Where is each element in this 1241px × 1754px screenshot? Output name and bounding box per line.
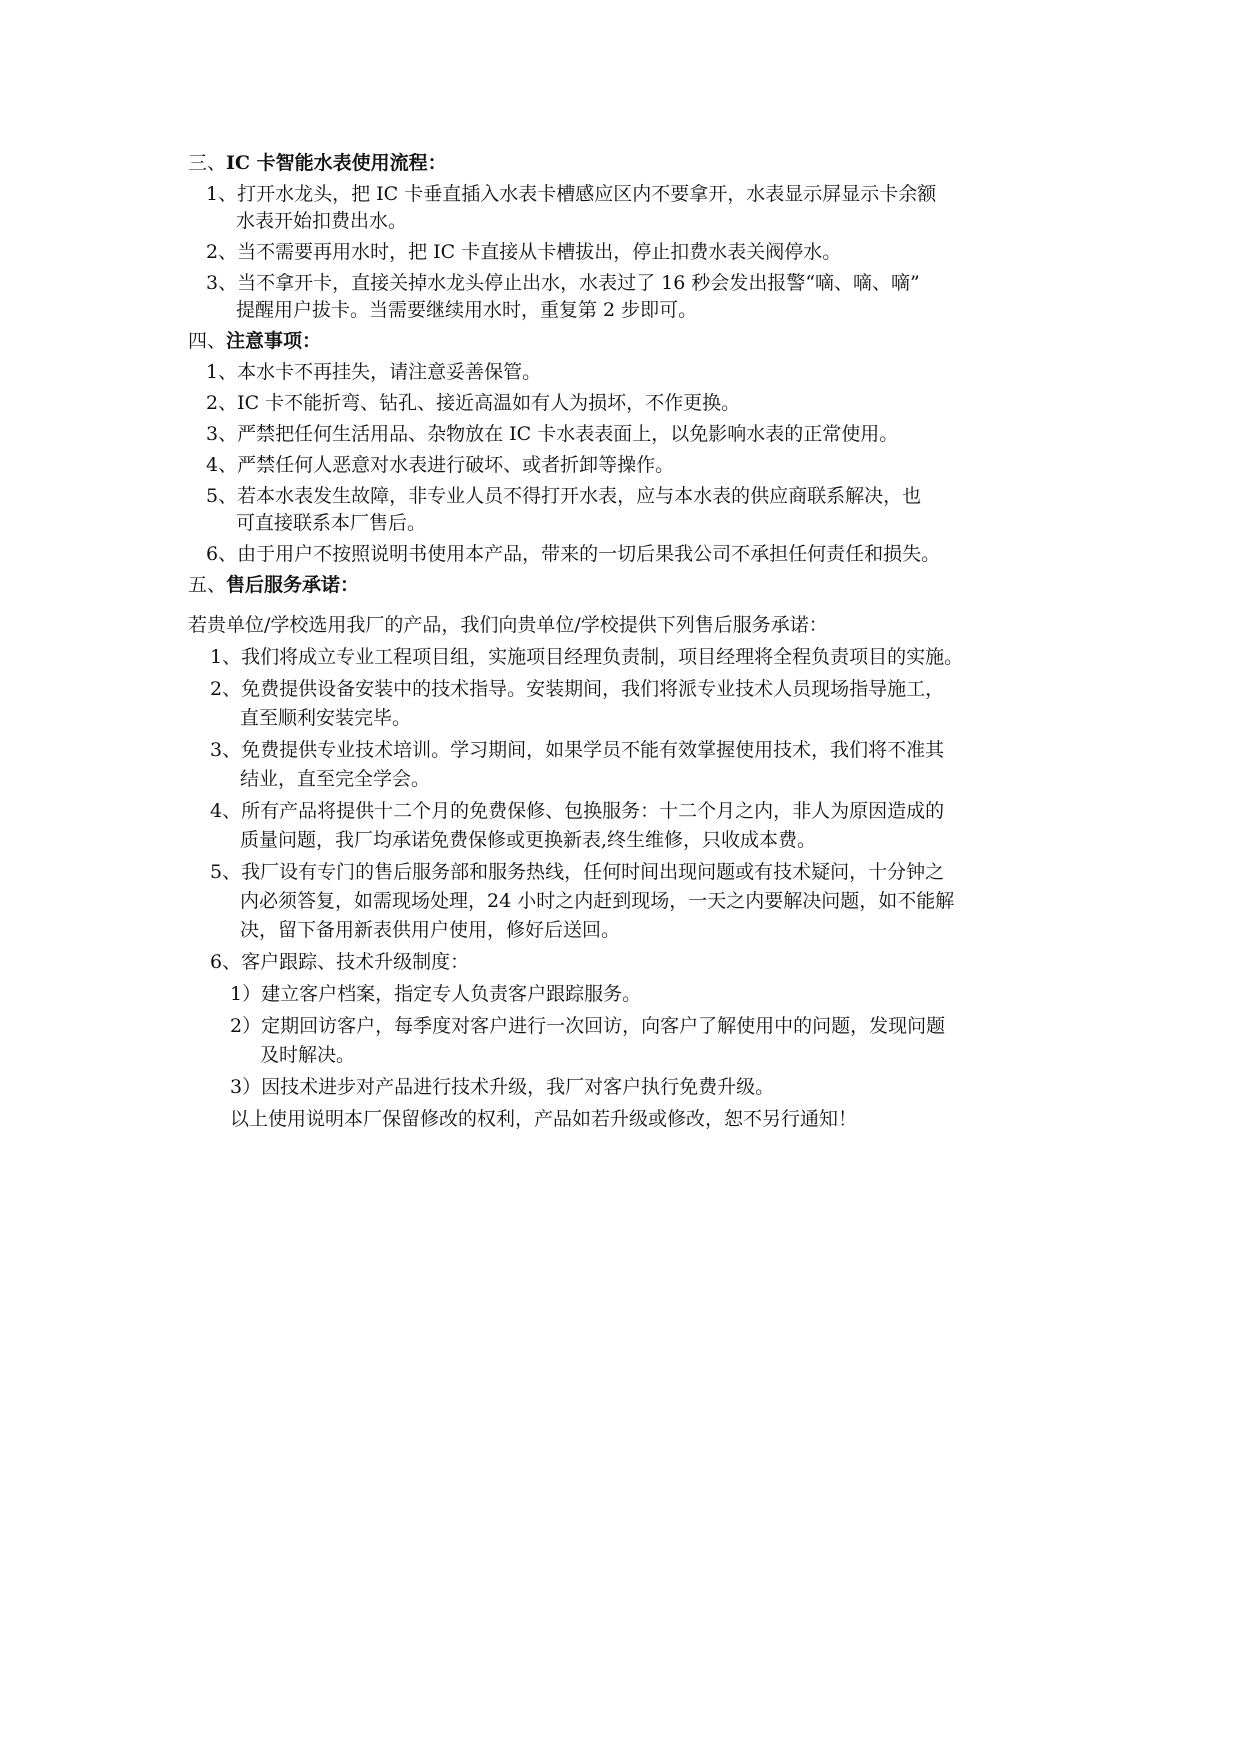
section5-intro: 若贵单位/学校选用我厂的产品，我们向贵单位/学校提供下列售后服务承诺：	[188, 614, 828, 636]
section3-item-3-line-2: 提醒用户拔卡。当需要继续用水时，重复第 2 步即可。	[236, 299, 698, 321]
section4-item-5-line-2: 可直接联系本厂售后。	[236, 512, 427, 534]
section4-title: 注意事项：	[226, 330, 322, 352]
section3-item-1-line-2: 水表开始扣费出水。	[236, 210, 408, 232]
section3-heading	[188, 150, 447, 176]
section5-number: 五、	[188, 574, 227, 596]
section3-number: 三、	[188, 152, 227, 174]
section5-item-5-line-3: 决，留下备用新表供用户使用，修好后送回。	[240, 919, 621, 941]
section5-item-5-line-1: 5、我厂设有专门的售后服务部和服务热线，任何时间出现问题或有技术疑问，十分钟之	[210, 861, 945, 883]
section5-item-5-line-2: 内必须答复，如需现场处理，24 小时之内赶到现场，一天之内要解决问题，如不能解	[240, 890, 955, 912]
section3-item-3-line-1: 3、当不拿开卡，直接关掉水龙头停止出水，水表过了 16 秒会发出报警“嘀、嘀、嘀”	[206, 272, 920, 294]
section4-item-6: 6、由于用户不按照说明书使用本产品，带来的一切后果我公司不承担任何责任和损失。	[206, 543, 941, 565]
section5-item-3-line-1: 3、免费提供专业技术培训。学习期间，如果学员不能有效掌握使用技术，我们将不准其	[210, 739, 945, 761]
section5-subitem-2-line-2: 及时解决。	[260, 1044, 356, 1066]
section4-item-5-line-1: 5、若本水表发生故障，非专业人员不得打开水表，应与本水表的供应商联系解决，也	[206, 485, 922, 507]
section4-item-2: 2、IC 卡不能折弯、钻孔、接近高温如有人为损坏，不作更换。	[206, 392, 741, 414]
section5-item-2-line-1: 2、免费提供设备安装中的技术指导。安装期间，我们将派专业技术人员现场指导施工，	[210, 678, 945, 700]
section5-item-4-line-1: 4、所有产品将提供十二个月的免费保修、包换服务：十二个月之内，非人为原因造成的	[210, 800, 945, 822]
section5-subitem-3: 3）因技术进步对产品进行技术升级，我厂对客户执行免费升级。	[230, 1076, 775, 1098]
section5-item-6: 6、客户跟踪、技术升级制度：	[210, 951, 470, 973]
section5-item-4-line-2: 质量问题，我厂均承诺免费保修或更换新表,终生维修，只收成本费。	[240, 829, 817, 851]
section4-heading	[188, 328, 321, 354]
section5-subitem-1: 1）建立客户档案，指定专人负责客户跟踪服务。	[230, 983, 642, 1005]
section5-item-1: 1、我们将成立专业工程项目组，实施项目经理负责制，项目经理将全程负责项目的实施。	[210, 646, 964, 668]
section4-item-1: 1、本水卡不再挂失，请注意妥善保管。	[206, 361, 542, 383]
section5-subitem-2-line-1: 2）定期回访客户，每季度对客户进行一次回访，向客户了解使用中的问题，发现问题	[230, 1015, 946, 1037]
section3-item-2-line-1: 2、当不需要再用水时，把 IC 卡直接从卡槽拔出，停止扣费水表关阀停水。	[206, 241, 842, 263]
section5-item-3-line-2: 结业，直至完全学会。	[240, 768, 431, 790]
section3-title: IC 卡智能水表使用流程：	[226, 152, 447, 174]
section3-item-1-line-1: 1、打开水龙头，把 IC 卡垂直插入水表卡槽感应区内不要拿开，水表显示屏显示卡余额	[206, 183, 937, 205]
section4-number: 四、	[188, 330, 227, 352]
section5-title: 售后服务承诺：	[226, 574, 360, 596]
section4-item-3: 3、严禁把任何生活用品、杂物放在 IC 卡水表表面上，以免影响水表的正常使用。	[206, 423, 899, 445]
closing-note: 以上使用说明本厂保留修改的权利，产品如若升级或修改，恕不另行通知！	[230, 1108, 858, 1130]
section5-heading	[188, 572, 359, 598]
section5-item-2-line-2: 直至顺利安装完毕。	[240, 707, 412, 729]
section4-item-4: 4、严禁任何人恶意对水表进行破坏、或者折卸等操作。	[206, 454, 675, 476]
